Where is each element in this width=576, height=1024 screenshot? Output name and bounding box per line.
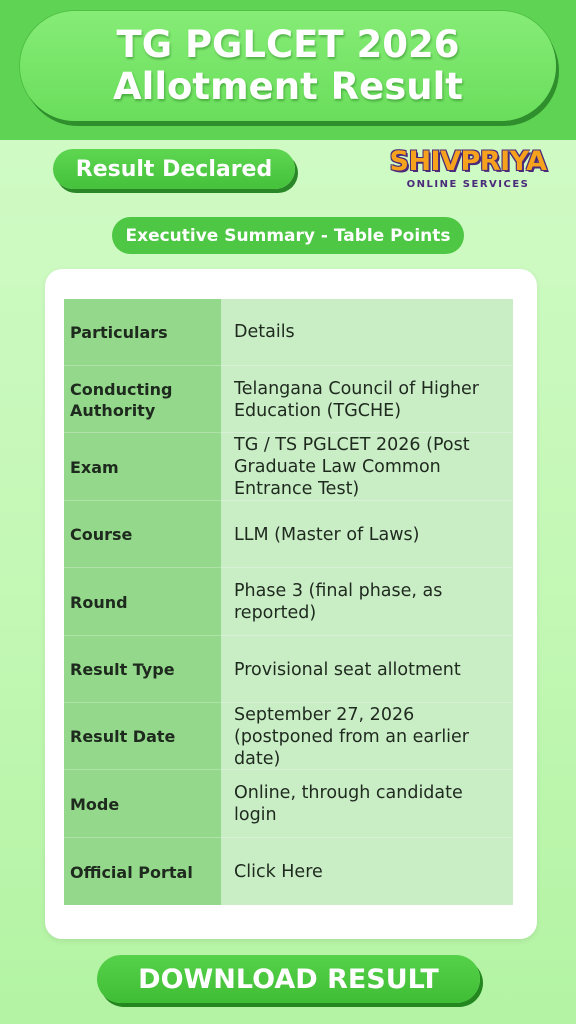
official-portal-link[interactable]: Click Here	[234, 862, 323, 882]
table-cell-particular: Result Type	[70, 660, 175, 679]
table-row	[64, 500, 513, 568]
title-line-1: TG PGLCET 2026	[116, 23, 460, 66]
table-row	[64, 837, 513, 906]
logo-subtitle: ONLINE SERVICES	[406, 179, 530, 190]
table-cell-detail: Online, through candidate login	[234, 783, 463, 825]
table-cell-particular: Result Date	[70, 727, 176, 746]
table-row	[64, 365, 513, 433]
table-cell-particular: Exam	[70, 457, 119, 477]
table-row	[64, 635, 513, 703]
table-cell-particular: Course	[70, 525, 133, 544]
table-cell-particular: Mode	[70, 794, 120, 814]
page-title	[20, 11, 556, 121]
table-row	[64, 567, 513, 636]
download-result-button[interactable]: DOWNLOAD RESULT	[97, 955, 480, 1003]
table-cell-detail: September 27, 2026 (postponed from an earlier date)	[234, 704, 470, 769]
table-cell-detail: Phase 3 (final phase, as reported)	[234, 581, 443, 623]
table-cell-detail: Provisional seat allotment	[234, 659, 461, 680]
table-cell-particular: Official Portal	[70, 862, 193, 882]
table-row	[64, 702, 513, 770]
table-cell-detail: LLM (Master of Laws)	[234, 524, 420, 545]
result-declared-badge: Result Declared	[53, 149, 295, 189]
table-cell-particular: Particulars	[70, 322, 168, 342]
table-cell-particular: Round	[70, 592, 128, 612]
shivpriya-logo	[384, 146, 552, 196]
logo-wordmark: SHIVPRIYA	[389, 146, 547, 177]
table-cell-particular: Conducting Authority	[70, 379, 173, 420]
table-cell-detail: Telangana Council of Higher Education (TGCHE)	[234, 378, 479, 421]
title-line-2: Allotment Result	[113, 65, 463, 108]
table-cell-detail: TG / TS PGLCET 2026 (Post Graduate Law Common Entrance Test)	[234, 435, 470, 499]
summary-table	[64, 299, 513, 905]
executive-summary-label: Executive Summary - Table Points	[112, 217, 464, 254]
table-cell-detail: Details	[234, 322, 295, 342]
table-row	[64, 769, 513, 838]
table-row	[64, 432, 513, 501]
table-row-header	[64, 299, 513, 365]
